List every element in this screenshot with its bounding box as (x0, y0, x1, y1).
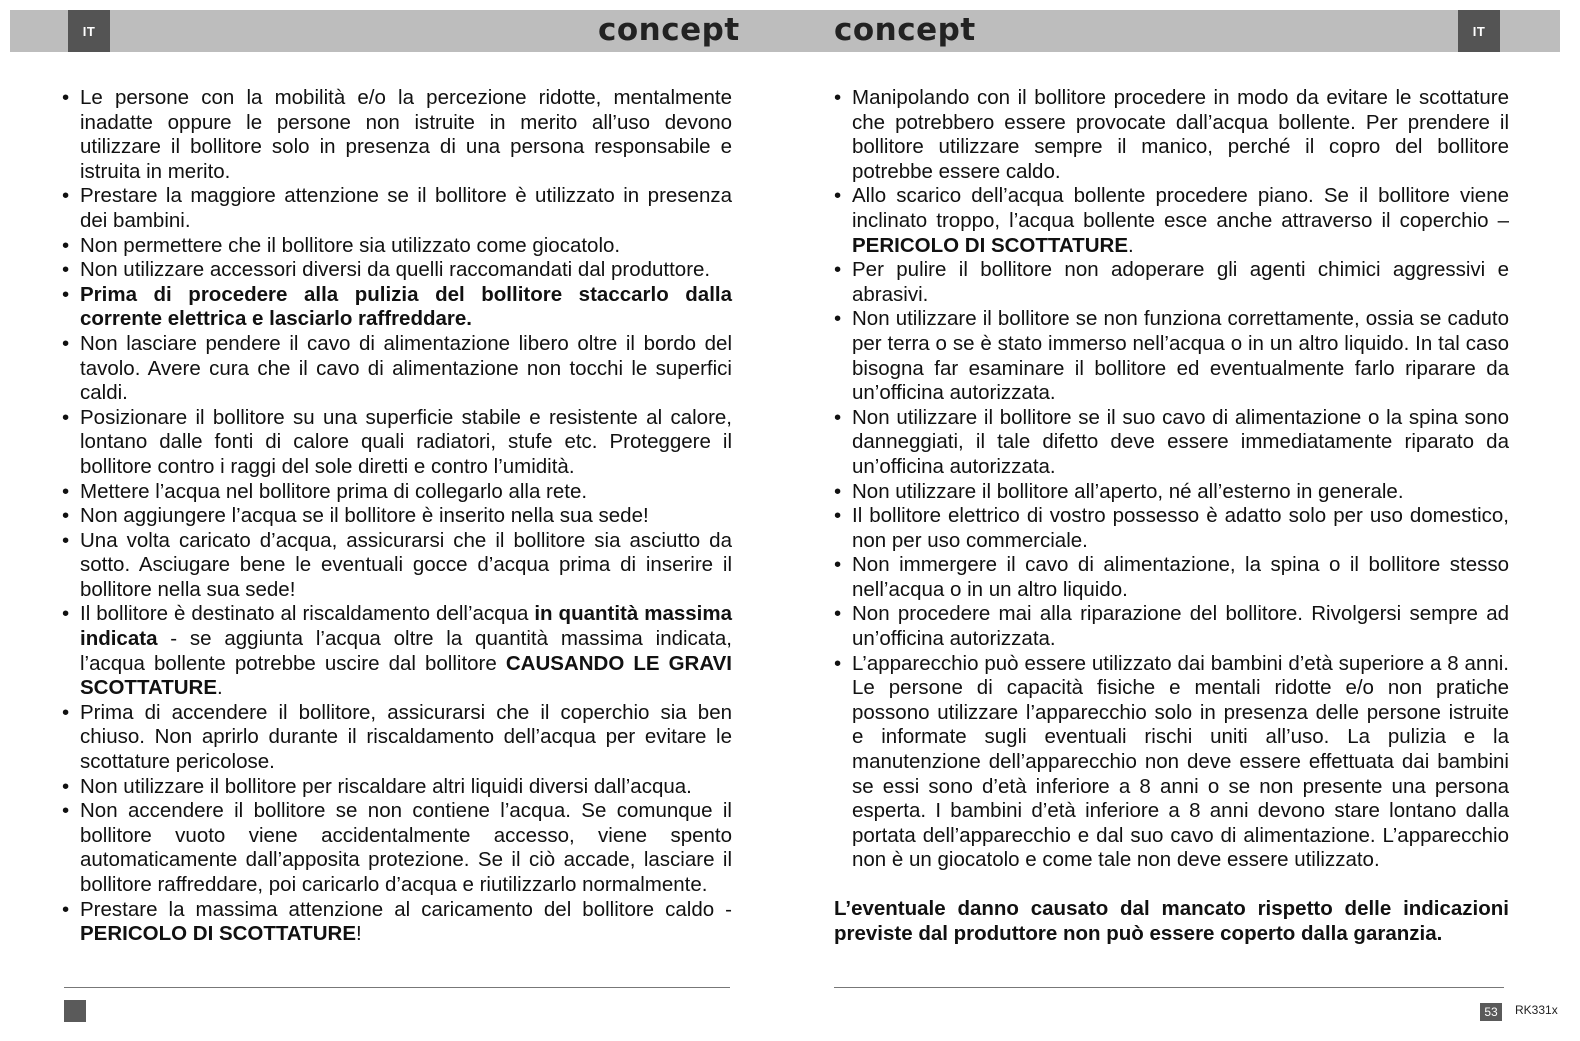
list-item (834, 184, 1509, 258)
brand-logo: concept (834, 12, 976, 48)
list-item (62, 775, 732, 800)
list-item (62, 602, 732, 700)
page-number: 53 (1480, 1003, 1502, 1021)
list-item (62, 332, 732, 406)
model-code: RK331x (1515, 1003, 1558, 1017)
text: Manipolando con il bollitore procedere in modo da evitare le scottature che potrebbero essere provocate dall’acqua bollente. Per prendere il bollitore utilizzare sempre il manico, perché il copro del bollitore potrebbe essere caldo. (852, 86, 1509, 183)
list-item (62, 480, 732, 505)
list-item (834, 553, 1509, 602)
footer-marker (64, 1000, 86, 1022)
text: Non utilizzare il bollitore all’aperto, né all’esterno in generale. (852, 479, 1404, 503)
text: Non permettere che il bollitore sia utilizzato come giocatolo. (80, 233, 621, 257)
list-item (834, 258, 1509, 307)
list-item (62, 504, 732, 529)
list-item (62, 406, 732, 480)
text: Non utilizzare il bollitore se il suo cavo di alimentazione o la spina sono danneggiati, il tale difetto deve essere immediatamente riparato da un’officina autorizzata. (852, 405, 1509, 478)
list-item (62, 283, 732, 332)
text: Non utilizzare il bollitore se non funziona correttamente, ossia se caduto per terra o se è stato immerso nell’acqua o in un altro liquido. In tal caso bisogna far esaminare il bollitore ed eventualmente farlo riparare da un’officina autorizzata. (852, 307, 1509, 405)
list-item (62, 86, 732, 184)
text: Non utilizzare il bollitore per riscaldare altri liquidi diversi dall’acqua. (80, 774, 692, 798)
list-item (834, 504, 1509, 553)
text: Una volta caricato d’acqua, assicurarsi che il bollitore sia asciutto da sotto. Asciugare bene le eventuali gocce d’acqua prima di inserire il bollitore nella sua sede! (80, 528, 732, 601)
right-content (834, 86, 1509, 946)
text: Non accendere il bollitore se non contiene l’acqua. Se comunque il bollitore vuoto viene accidentalmente accesso, viene spento automaticamente dall’apposita protezione. Se il ciò accade, lasciare il bollitore raffreddare, poi caricarlo d’acqua e riutilizzarlo normalmente. (80, 799, 732, 896)
warranty-notice: L’eventuale danno causato dal mancato rispetto delle indicazioni previste dal produttore non può essere coperto dalla garanzia. (834, 897, 1509, 945)
list-item (834, 307, 1509, 405)
text: Prestare la massima attenzione al caricamento del bollitore caldo - (80, 897, 732, 921)
text: Posizionare il bollitore su una superficie stabile e resistente al calore, lontano dalle fonti di calore quali radiatori, stufe etc. Proteggere il bollitore contro i raggi del sole diretti e contro l’umidità. (80, 405, 732, 478)
list-item (834, 602, 1509, 651)
text: Prestare la maggiore attenzione se il bollitore è utilizzato in presenza dei bambini. (80, 184, 732, 232)
list-item (834, 86, 1509, 184)
list-item (62, 258, 732, 283)
text: Allo scarico dell’acqua bollente procedere piano. Se il bollitore viene inclinato troppo, l’acqua bollente esce anche attraverso il coperchio – (852, 184, 1509, 232)
list-item (834, 406, 1509, 480)
list-item (62, 184, 732, 233)
text: Non procedere mai alla riparazione del bollitore. Rivolgersi sempre ad un’officina autorizzata. (852, 602, 1509, 651)
text: Non immergere il cavo di alimentazione, la spina o il bollitore stesso nell’acqua o in un altro liquido. (852, 553, 1509, 601)
list-item (62, 529, 732, 603)
text: L’apparecchio può essere utilizzato dai bambini d’età superiore a 8 anni. Le persone di capacità fisiche e mentali ridotte e/o non pratiche possono utilizzare l’apparecchio solo in presenza delle persone istruite e informate sugli eventuali rischi uniti all’uso. La pulizia e la manutenzione dell’apparecchio non deve essere effettuata dai bambini se essi sono d’età inferiore a 8 anni o se non presente una persona esperta. I bambini d’età inferiore a 8 anni devono stare lontano dalla portata dell’apparecchio e dal suo cavo di alimentazione. L’apparecchio non è un giocatolo e come tale non deve essere utilizzato. (852, 651, 1509, 872)
text: Le persone con la mobilità e/o la percezione ridotte, mentalmente inadatte oppure le persone non istruite in merito all’uso devono utilizzare il bollitore solo in presenza di una persona responsabile e istruita in merito. (80, 86, 732, 183)
bold-text: Prima di procedere alla pulizia del bollitore staccarlo dalla corrente elettrica e lasciarlo raffreddare. (80, 282, 732, 331)
text: Prima di accendere il bollitore, assicurarsi che il coperchio sia ben chiuso. Non aprirlo durante il riscaldamento dell’acqua per evitare le scottature pericolose. (80, 700, 732, 774)
footer-divider (64, 987, 730, 988)
language-badge: IT (68, 10, 110, 52)
safety-list-left (62, 86, 732, 947)
text: Il bollitore è destinato al riscaldamento dell’acqua (80, 602, 535, 626)
text: . (1128, 233, 1134, 257)
list-item (834, 652, 1509, 873)
text: Non aggiungere l’acqua se il bollitore è inserito nella sua sede! (80, 504, 649, 528)
list-item (834, 480, 1509, 505)
language-badge: IT (1458, 10, 1500, 52)
text: ! (356, 922, 362, 946)
text: Per pulire il bollitore non adoperare gli agenti chimici aggressivi e abrasivi. (852, 258, 1509, 306)
text: Il bollitore elettrico di vostro possesso è adatto solo per uso domestico, non per uso commerciale. (852, 504, 1509, 552)
bold-text: PERICOLO DI SCOTTATURE (80, 922, 356, 946)
text: - se aggiunta l’acqua oltre la quantità massima indicata, l’acqua bollente potrebbe uscire dal bollitore (80, 627, 732, 675)
text: Non lasciare pendere il cavo di alimentazione libero oltre il bordo del tavolo. Avere cura che il cavo di alimentazione non tocchi le superfici caldi. (80, 331, 732, 405)
bold-text: in quantità massima indicata (80, 602, 732, 651)
list-item (62, 234, 732, 259)
left-content (62, 86, 732, 947)
list-item (62, 799, 732, 897)
safety-list-right (834, 86, 1509, 873)
brand-logo: concept (598, 12, 740, 48)
footer-divider (834, 987, 1504, 988)
bold-text: CAUSANDO LE GRAVI SCOTTATURE (80, 651, 732, 700)
text: . (217, 676, 223, 700)
bold-text: PERICOLO DI SCOTTATURE (852, 233, 1128, 257)
text: Mettere l’acqua nel bollitore prima di collegarlo alla rete. (80, 479, 588, 503)
list-item (62, 701, 732, 775)
list-item (62, 898, 732, 947)
right-page (790, 0, 1580, 1041)
text: Non utilizzare accessori diversi da quelli raccomandati dal produttore. (80, 258, 711, 282)
